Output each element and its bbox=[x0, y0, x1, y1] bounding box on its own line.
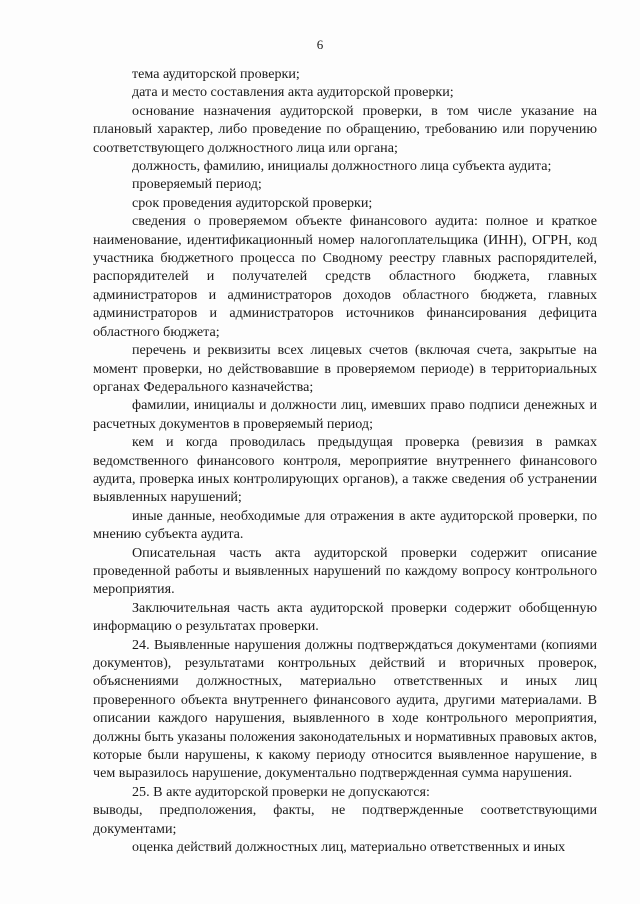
paragraph-assessment: оценка действий должностных лиц, материально ответственных и иных bbox=[132, 839, 566, 856]
paragraph-date-place: дата и место составления акта аудиторской проверки; bbox=[132, 84, 454, 101]
paragraph-final-part: Заключительная часть акта аудиторской проверки содержит обобщенную информацию о результатах проверки. bbox=[93, 599, 597, 635]
paragraph-duration: срок проведения аудиторской проверки; bbox=[132, 194, 373, 211]
paragraph-object-info: сведения о проверяемом объекте финансового аудита: полное и краткое наименование, идентификационный номер налогоплательщика (ИНН), ОГРН, код участника бюджетного процесса по Сводному реестру главных распорядителей, распорядителей и получателей средств областного бюджета, главных администраторов и администраторов доходов областного бюджета, главных администраторов и администраторов источников финансирования дефицита областного бюджета; bbox=[93, 213, 597, 340]
paragraph-subject: тема аудиторской проверки; bbox=[132, 66, 300, 82]
paragraph-signatories: фамилии, инициалы и должности лиц, имевших право подписи денежных и расчетных документов в проверяемый период; bbox=[93, 397, 597, 432]
paragraph-official: должность, фамилию, инициалы должностного лица субъекта аудита; bbox=[132, 158, 552, 175]
paragraph-item-24: 24. Выявленные нарушения должны подтверждаться документами (копиями документов), результатами контрольных действий и вторичных проверок, объяснениями должностных, материально ответственных и иных лиц проверенного объекта внутреннего финансового аудита, другими материалами. В описании каждого нарушения, выявленного в ходе контрольного мероприятия, должны быть указаны положения законодательных и нормативных правовых актов, которые были нарушены, к какому периоду относится выявленное нарушение, в чем выразилось нарушение, документально подтвержденная сумма нарушения. bbox=[93, 636, 597, 782]
page-number: 6 bbox=[316, 37, 324, 52]
paragraph-other-data: иные данные, необходимые для отражения в акте аудиторской проверки, по мнению субъекта аудита. bbox=[93, 507, 597, 543]
paragraph-period: проверяемый период; bbox=[132, 176, 262, 193]
document-body bbox=[93, 65, 597, 856]
paragraph-item-25: 25. В акте аудиторской проверки не допускаются: bbox=[132, 783, 430, 800]
paragraph-descriptive-part: Описательная часть акта аудиторской проверки содержит описание проведенной работы и выявленных нарушений по каждому вопросу контрольного мероприятия. bbox=[93, 544, 597, 598]
paragraph-conclusions: выводы, предположения, факты, не подтвержденные соответствующими документами; bbox=[93, 802, 597, 837]
paragraph-basis: основание назначения аудиторской проверки, в том числе указание на плановый характер, либо проведение по обращению, требованию или поручению соответствующего должностного лица или органа; bbox=[93, 102, 597, 156]
paragraph-previous-check: кем и когда проводилась предыдущая проверка (ревизия в рамках ведомственного финансового контроля, мероприятие внутреннего финансового аудита, проверка иных контролирующих органов), а также сведения об устранении выявленных нарушений; bbox=[93, 434, 597, 506]
paragraph-accounts: перечень и реквизиты всех лицевых счетов (включая счета, закрытые на момент проверки, но действовавшие в проверяемом периоде) в территориальных органах Федерального казначейства; bbox=[93, 342, 597, 395]
